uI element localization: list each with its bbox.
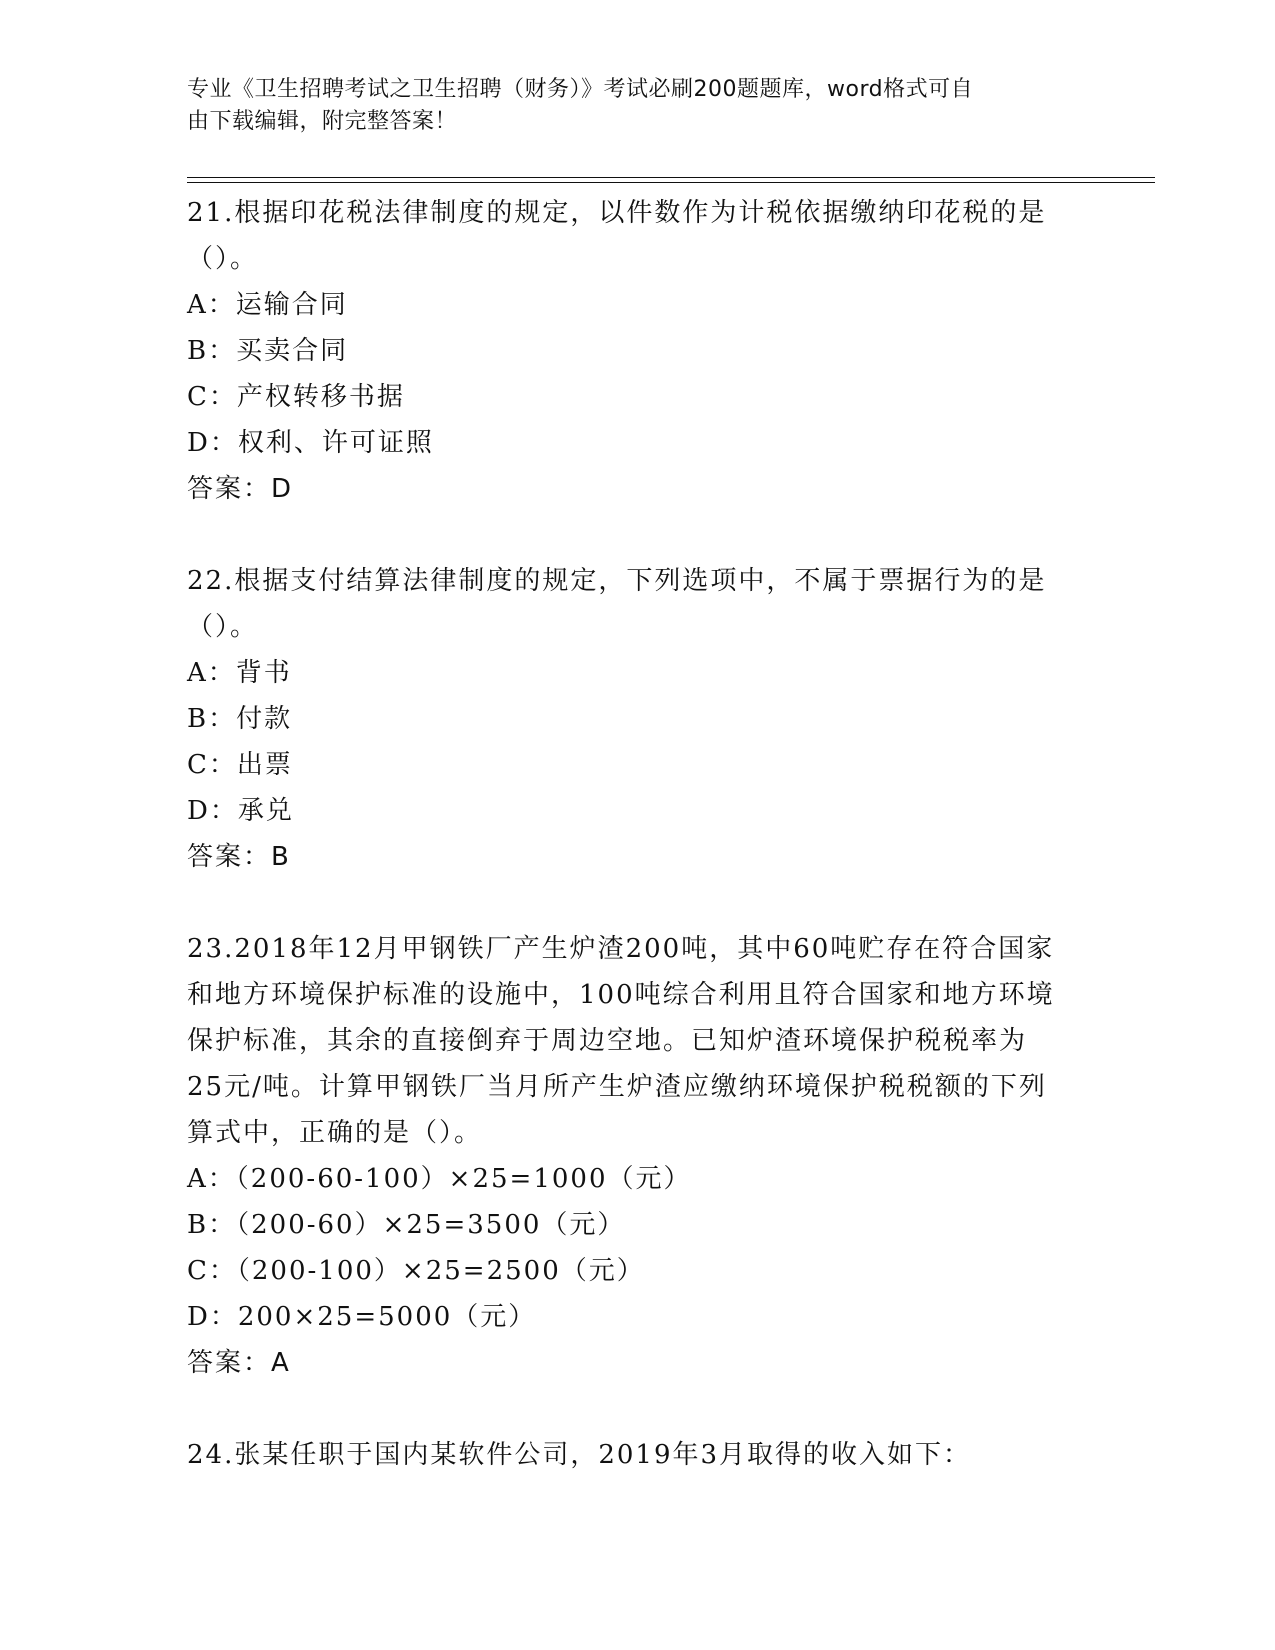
option-c: C：出票 (187, 750, 293, 780)
header-divider-top (187, 177, 1155, 178)
document-header (187, 74, 1067, 138)
option-d: D：权利、许可证照 (187, 428, 434, 458)
answer: 答案：D (187, 474, 294, 504)
question-22 (187, 558, 1087, 880)
spacer (187, 1386, 1087, 1432)
header-divider-bottom (187, 182, 1155, 183)
option-a: A：背书 (187, 658, 292, 688)
question-stem-line: 保护标准，其余的直接倒弃于周边空地。已知炉渣环境保护税税率为 (187, 1026, 1028, 1056)
question-stem-line: 算式中，正确的是（）。 (187, 1118, 483, 1148)
question-stem-line: （）。 (187, 612, 259, 642)
option-a: A：（200-60-100）×25=1000（元） (187, 1164, 692, 1194)
option-c: C：产权转移书据 (187, 382, 405, 412)
question-stem-line: 24.张某任职于国内某软件公司，2019年3月取得的收入如下： (187, 1440, 972, 1470)
question-list (187, 190, 1087, 1478)
header-line-2: 由下载编辑，附完整答案！ (187, 109, 458, 134)
option-d: D：承兑 (187, 796, 294, 826)
question-stem-line: 25元/吨。计算甲钢铁厂当月所产生炉渣应缴纳环境保护税税额的下列 (187, 1072, 1047, 1102)
question-stem-line: 23.2018年12月甲钢铁厂产生炉渣200吨，其中60吨贮存在符合国家 (187, 934, 1055, 964)
option-b: B：付款 (187, 704, 293, 734)
option-b: B：买卖合同 (187, 336, 349, 366)
option-b: B：（200-60）×25=3500（元） (187, 1210, 626, 1240)
spacer (187, 512, 1087, 558)
question-stem-line: （）。 (187, 244, 259, 274)
question-21 (187, 190, 1087, 512)
answer: 答案：B (187, 842, 291, 872)
spacer (187, 880, 1087, 926)
header-line-1: 专业《卫生招聘考试之卫生招聘（财务）》考试必刷200题题库，word格式可自 (187, 77, 974, 102)
answer: 答案：A (187, 1348, 291, 1378)
question-23 (187, 926, 1087, 1386)
option-d: D：200×25=5000（元） (187, 1302, 537, 1332)
question-24 (187, 1432, 1087, 1478)
option-c: C：（200-100）×25=2500（元） (187, 1256, 645, 1286)
option-a: A：运输合同 (187, 290, 348, 320)
question-stem-line: 22.根据支付结算法律制度的规定，下列选项中，不属于票据行为的是 (187, 566, 1047, 596)
question-stem-line: 和地方环境保护标准的设施中，100吨综合利用且符合国家和地方环境 (187, 980, 1055, 1010)
question-stem-line: 21.根据印花税法律制度的规定，以件数作为计税依据缴纳印花税的是 (187, 198, 1047, 228)
